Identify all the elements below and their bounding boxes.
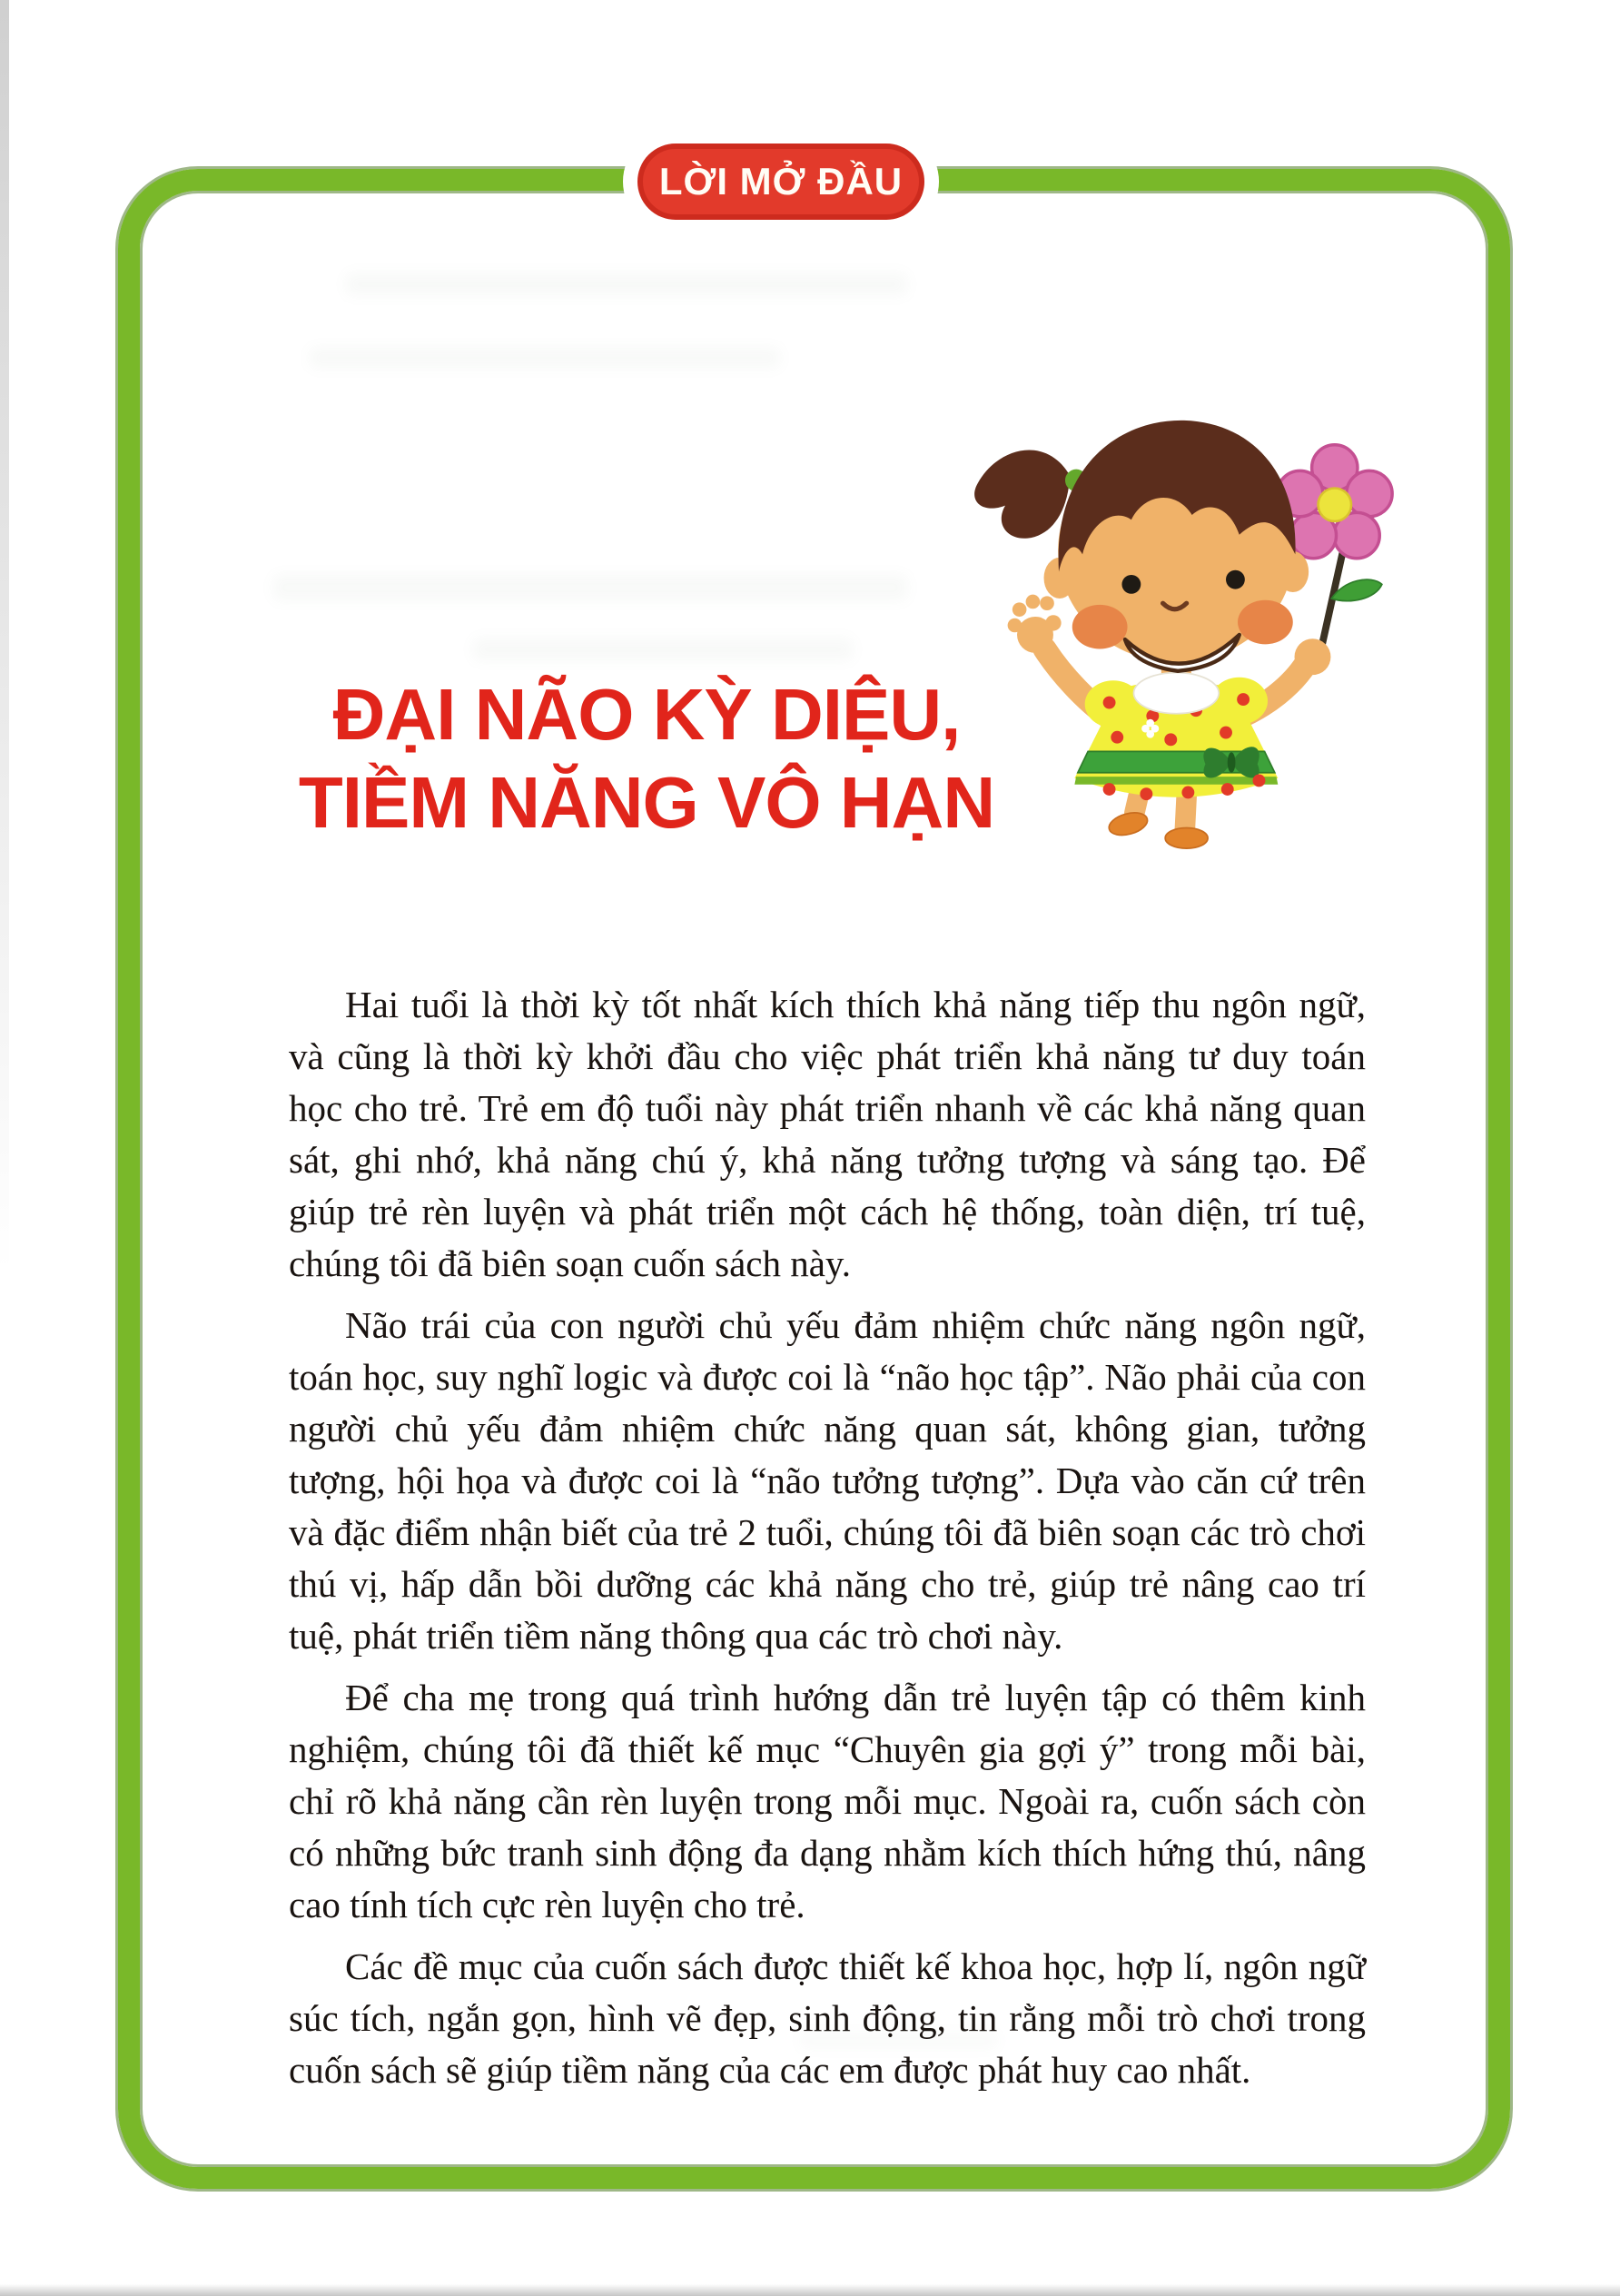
paragraph-1: Hai tuổi là thời kỳ tốt nhất kích thích khả năng tiếp thu ngôn ngữ, và cũng là thời kỳ khởi đầu cho việc phát triển khả năng tư duy toán học cho trẻ. Trẻ em độ tuổi này phát triển nhanh về các khả năng quan sát, ghi nhớ, khả năng chú ý, khả năng tưởng tượng và sáng tạo. Để giúp trẻ rèn luyện và phát triển một cách hệ thống, toàn diện, trí tuệ, chúng tôi đã biên soạn cuốn sách này. xyxy=(289,984,1366,1284)
collar xyxy=(1133,673,1219,714)
page-title-line1: ĐẠI NÃO KỲ DIỆU, xyxy=(332,674,961,755)
ponytail xyxy=(974,450,1070,539)
waistband-stripe xyxy=(1074,777,1278,785)
right-shoe xyxy=(1165,828,1208,849)
flower-center xyxy=(1319,488,1351,520)
eye-left xyxy=(1121,575,1141,594)
scan-edge-bottom xyxy=(0,2284,1620,2296)
eye-right xyxy=(1226,570,1245,589)
cheek-right xyxy=(1238,600,1293,645)
preface-text xyxy=(289,979,1366,2106)
preface-banner xyxy=(637,144,924,220)
preface-banner-label: LỜI MỞ ĐẦU xyxy=(658,160,904,203)
page-title-line2: TIỀM NĂNG VÔ HẠN xyxy=(298,762,995,843)
paragraph-4: Các đề mục của cuốn sách được thiết kế khoa học, hợp lí, ngôn ngữ súc tích, ngắn gọn, hình vẽ đẹp, sinh động, tin rằng mỗi trò chơi trong cuốn sách sẽ giúp tiềm năng của các em được phát huy cao nhất. xyxy=(289,1945,1366,2091)
ear-right xyxy=(1277,551,1309,592)
cheek-left xyxy=(1072,605,1128,649)
scan-edge-left xyxy=(0,0,9,1272)
girl-with-flower-illustration xyxy=(952,389,1393,862)
fist xyxy=(1295,638,1331,675)
paragraph-2: Não trái của con người chủ yếu đảm nhiệm chức năng ngôn ngữ, toán học, suy nghĩ logic và được coi là “não học tập”. Não phải của con người chủ yếu đảm nhiệm chức năng quan sát, không gian, tưởng tượng, hội họa và được coi là “não tưởng tượng”. Dựa vào căn cứ trên và đặc điểm nhận biết của trẻ 2 tuổi, chúng tôi đã biên soạn các trò chơi thú vị, hấp dẫn bồi dưỡng các khả năng cho trẻ, giúp trẻ nâng cao trí tuệ, phát triển tiềm năng thông qua các trò chơi này. xyxy=(289,1304,1366,1657)
paragraph-3: Để cha mẹ trong quá trình hướng dẫn trẻ luyện tập có thêm kinh nghiệm, chúng tôi đã thiết kế mục “Chuyên gia gợi ý” trong mỗi bài, chỉ rõ khả năng cần rèn luyện trong mỗi mục. Ngoài ra, cuốn sách còn có những bức tranh sinh động đa dạng nhằm kích thích hứng thú, nâng cao tính tích cực rèn luyện cho trẻ. xyxy=(289,1677,1366,1925)
